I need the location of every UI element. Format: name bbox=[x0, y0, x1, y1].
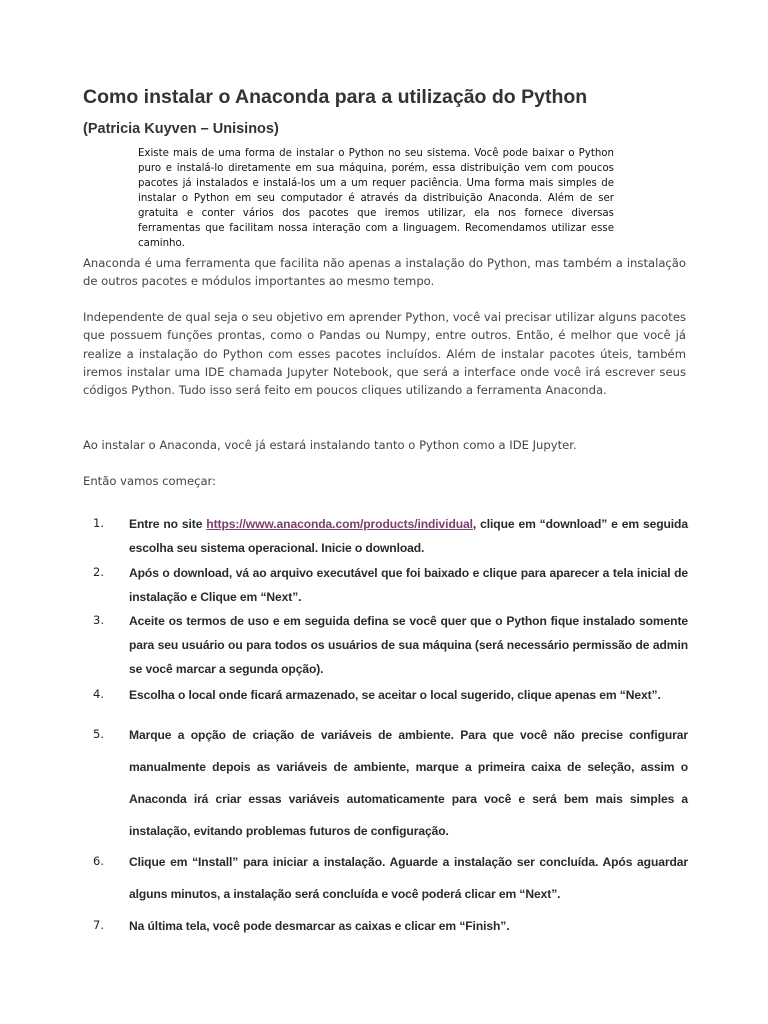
list-item-number: 1. bbox=[93, 516, 104, 530]
step-text-after-link: , clique em “download” e em seguida escolha seu sistema operacional. Inicie o download. bbox=[129, 517, 688, 555]
list-item-text: Escolha o local onde ficará armazenado, se aceitar o local sugerido, clique apenas em “Next”. bbox=[129, 688, 661, 702]
list-item-number: 2. bbox=[93, 565, 104, 579]
list-item-number: 3. bbox=[93, 613, 104, 627]
list-item-text bbox=[129, 512, 688, 560]
list-item-number: 4. bbox=[93, 687, 104, 701]
list-item-text: Após o download, vá ao arquivo executável que foi baixado e clique para aparecer a tela inicial de instalação e Clique em “Next”. bbox=[129, 566, 688, 604]
list-item-text: Clique em “Install” para iniciar a instalação. Aguarde a instalação ser concluída. Após aguardar alguns minutos, a instalação será concluída e você poderá clicar em “Next”. bbox=[129, 855, 688, 901]
intro-paragraph: Anaconda é uma ferramenta que facilita não apenas a instalação do Python, mas também a instalação de outros pacotes e módulos importantes ao mesmo tempo. bbox=[83, 256, 686, 289]
body-paragraph: Independente de qual seja o seu objetivo em aprender Python, você vai precisar utilizar alguns pacotes que possuem funções prontas, como o Pandas ou Numpy, entre outros. Então, é melhor que você já realize a instalação do Python com esses pacotes incluídos. Além de instalar pacotes úteis, também iremos instalar uma IDE chamada Jupyter Notebook, que será a interface onde você irá escrever seus códigos Python. Tudo isso será feito em poucos cliques utilizando a ferramenta Anaconda. bbox=[83, 310, 686, 398]
step-text-before-link: Entre no site bbox=[129, 517, 207, 531]
list-item-text: Marque a opção de criação de variáveis de ambiente. Para que você não precise configurar manualmente depois as variáveis de ambiente, marque a primeira caixa de seleção, assim o Anaconda irá criar essas variáveis automaticamente para você e será bem mais simples a instalação, evitando problemas futuros de configuração. bbox=[129, 728, 688, 838]
document-author: (Patricia Kuyven – Unisinos) bbox=[83, 121, 279, 137]
list-item-number: 6. bbox=[93, 854, 104, 868]
document-title: Como instalar o Anaconda para a utilização do Python bbox=[83, 86, 588, 108]
abstract-text: Existe mais de uma forma de instalar o Python no seu sistema. Você pode baixar o Python puro e instalá-lo diretamente em sua máquina, porém, essa distribuição vem com poucos pacotes já instalados e instalá-los um a um requer paciência. Uma forma mais simples de instalar o Python em seu computador é através da distribuição Anaconda. Além de ser gratuita e conter vários dos pacotes que iremos utilizar, ela nos fornece diversas ferramentas que facilitam nossa interação com a linguagem. Recomendamos utilizar esse caminho. bbox=[138, 148, 614, 249]
list-item-number: 7. bbox=[93, 918, 104, 932]
list-item-number: 5. bbox=[93, 727, 104, 741]
body-paragraph: Ao instalar o Anaconda, você já estará instalando tanto o Python como a IDE Jupyter. bbox=[83, 438, 577, 452]
list-item-text: Aceite os termos de uso e em seguida defina se você quer que o Python fique instalado somente para seu usuário ou para todos os usuários de sua máquina (será necessário permissão de admin se você marcar a segunda opção). bbox=[129, 614, 688, 676]
body-paragraph: Então vamos começar: bbox=[83, 474, 217, 488]
anaconda-download-link[interactable]: https://www.anaconda.com/products/individual bbox=[206, 517, 473, 531]
list-item-text: Na última tela, você pode desmarcar as caixas e clicar em “Finish”. bbox=[129, 919, 510, 933]
